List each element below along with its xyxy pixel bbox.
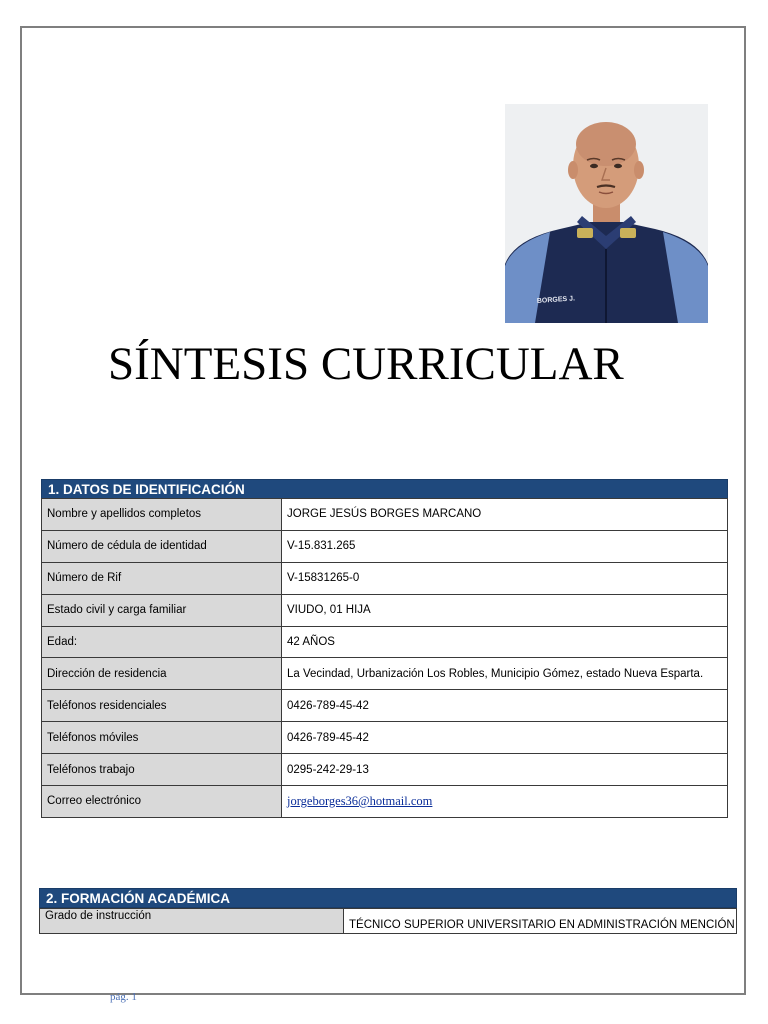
table-row <box>42 626 728 658</box>
table-row <box>40 909 737 934</box>
table-row <box>42 722 728 754</box>
row-value: V-15.831.265 <box>282 530 728 562</box>
row-value: La Vecindad, Urbanización Los Robles, Municipio Gómez, estado Nueva Esparta. <box>282 658 728 690</box>
row-value: 0426-789-45-42 <box>282 690 728 722</box>
row-label: Nombre y apellidos completos <box>42 499 282 531</box>
row-label: Teléfonos móviles <box>42 722 282 754</box>
row-label: Dirección de residencia <box>42 658 282 690</box>
row-label: Teléfonos trabajo <box>42 754 282 786</box>
row-label: Edad: <box>42 626 282 658</box>
row-label: Grado de instrucción <box>40 909 344 934</box>
row-label: Número de cédula de identidad <box>42 530 282 562</box>
row-label: Número de Rif <box>42 562 282 594</box>
row-value: 0426-789-45-42 <box>282 722 728 754</box>
row-label: Teléfonos residenciales <box>42 690 282 722</box>
identification-table <box>41 498 728 818</box>
row-value: TÉCNICO SUPERIOR UNIVERSITARIO EN ADMINISTRACIÓN MENCIÓN <box>344 909 737 934</box>
row-label: Estado civil y carga familiar <box>42 594 282 626</box>
table-row <box>42 690 728 722</box>
row-value: JORGE JESÚS BORGES MARCANO <box>282 499 728 531</box>
row-value: VIUDO, 01 HIJA <box>282 594 728 626</box>
section-header-identification: 1. DATOS DE IDENTIFICACIÓN <box>41 479 728 499</box>
table-row <box>42 754 728 786</box>
table-row <box>42 786 728 818</box>
email-link[interactable]: jorgeborges36@hotmail.com <box>287 793 433 808</box>
table-row <box>42 499 728 531</box>
document-title: SÍNTESIS CURRICULAR <box>108 338 624 390</box>
education-table <box>39 908 737 934</box>
row-value: 42 AÑOS <box>282 626 728 658</box>
page-number: pág. 1 <box>110 991 137 1003</box>
row-value: V-15831265-0 <box>282 562 728 594</box>
table-row <box>42 562 728 594</box>
row-value-email <box>282 786 728 818</box>
table-row <box>42 530 728 562</box>
row-value: 0295-242-29-13 <box>282 754 728 786</box>
row-label: Correo electrónico <box>42 786 282 818</box>
badge-text: BORGES J. <box>536 295 576 305</box>
section-header-education: 2. FORMACIÓN ACADÉMICA <box>39 888 737 908</box>
table-row <box>42 594 728 626</box>
profile-photo <box>505 104 708 323</box>
table-row <box>42 658 728 690</box>
